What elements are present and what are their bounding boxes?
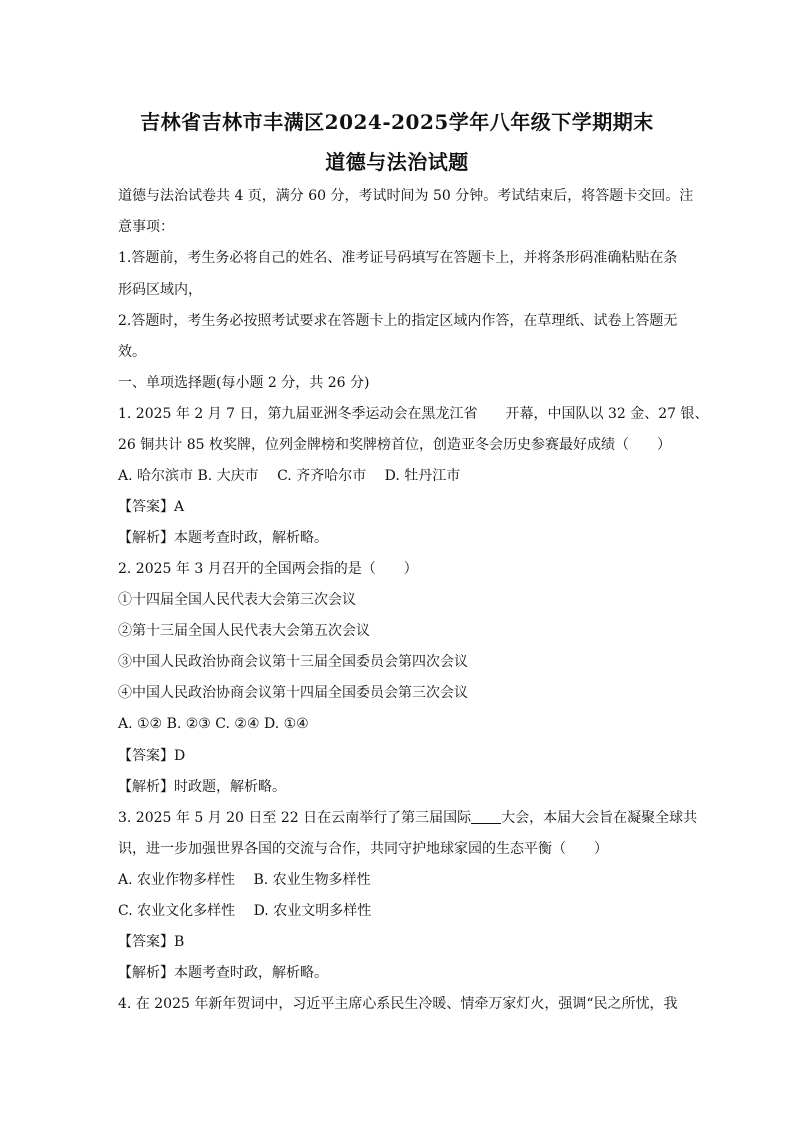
- question-options: A. 哈尔滨市 B. 大庆市 C. 齐齐哈尔市 D. 牡丹江市: [118, 468, 461, 484]
- question-text-part: 3. 2025 年 5 月 20 日至 22 日在云南举行了第三届国际: [118, 810, 472, 826]
- question-options: C. 农业文化多样性 D. 农业文明多样性: [118, 903, 372, 919]
- analysis-line: 【解析】本题考查时政，解析略。: [118, 965, 328, 981]
- exam-title: 吉林省吉林市丰满区2024-2025学年八年级下学期期末: [140, 110, 654, 134]
- question-text: 1. 2025 年 2 月 7 日，第九届亚洲冬季运动会在黑龙江省 开幕，中国队以 32 金、27 银、: [118, 406, 709, 422]
- answer-blank: [471, 809, 501, 824]
- exam-subtitle: 道德与法治试题: [325, 150, 469, 174]
- note-line: 1.答题前，考生务必将自己的姓名、准考证号码填写在答题卡上，并将条形码准确粘贴在条: [118, 250, 678, 266]
- question-text: 26 铜共计 85 枚奖牌，位列金牌榜和奖牌榜首位，创造亚冬会历史参赛最好成绩（ ）: [118, 437, 671, 453]
- question-options: A. 农业作物多样性 B. 农业生物多样性: [118, 872, 371, 888]
- question-item: ③中国人民政治协商会议第十三届全国委员会第四次会议: [118, 654, 468, 670]
- question-item: ④中国人民政治协商会议第十四届全国委员会第三次会议: [118, 685, 468, 701]
- question-options: A. ①② B. ②③ C. ②④ D. ①④: [118, 716, 309, 732]
- question-item: ①十四届全国人民代表大会第三次会议: [118, 592, 356, 608]
- answer-line: 【答案】D: [118, 748, 186, 764]
- intro-line: 道德与法治试卷共 4 页，满分 60 分，考试时间为 50 分钟。考试结束后，将答题卡交回。注: [118, 188, 694, 204]
- note-line: 形码区域内，: [118, 282, 202, 298]
- question-text-part: 大会，本届大会旨在凝聚全球共: [501, 810, 698, 826]
- intro-line: 意事项：: [118, 219, 174, 235]
- question-item: ②第十三届全国人民代表大会第五次会议: [118, 623, 370, 639]
- question-text: 4. 在 2025 年新年贺词中，习近平主席心系民生冷暖、情牵万家灯火，强调“民之所忧，我: [118, 996, 678, 1012]
- section-heading: 一、单项选择题(每小题 2 分，共 26 分): [118, 375, 370, 391]
- question-text: 2. 2025 年 3 月召开的全国两会指的是（ ）: [118, 561, 418, 577]
- analysis-line: 【解析】本题考查时政，解析略。: [118, 530, 328, 546]
- note-line: 2.答题时，考生务必按照考试要求在答题卡上的指定区域内作答，在草理纸、试卷上答题无: [118, 313, 678, 329]
- question-text: [118, 808, 698, 828]
- answer-line: 【答案】A: [118, 499, 185, 515]
- question-text: 识，进一步加强世界各国的交流与合作，共同守护地球家园的生态平衡（ ）: [118, 841, 608, 857]
- note-line: 效。: [118, 344, 146, 360]
- answer-line: 【答案】B: [118, 934, 185, 950]
- analysis-line: 【解析】时政题，解析略。: [118, 779, 286, 795]
